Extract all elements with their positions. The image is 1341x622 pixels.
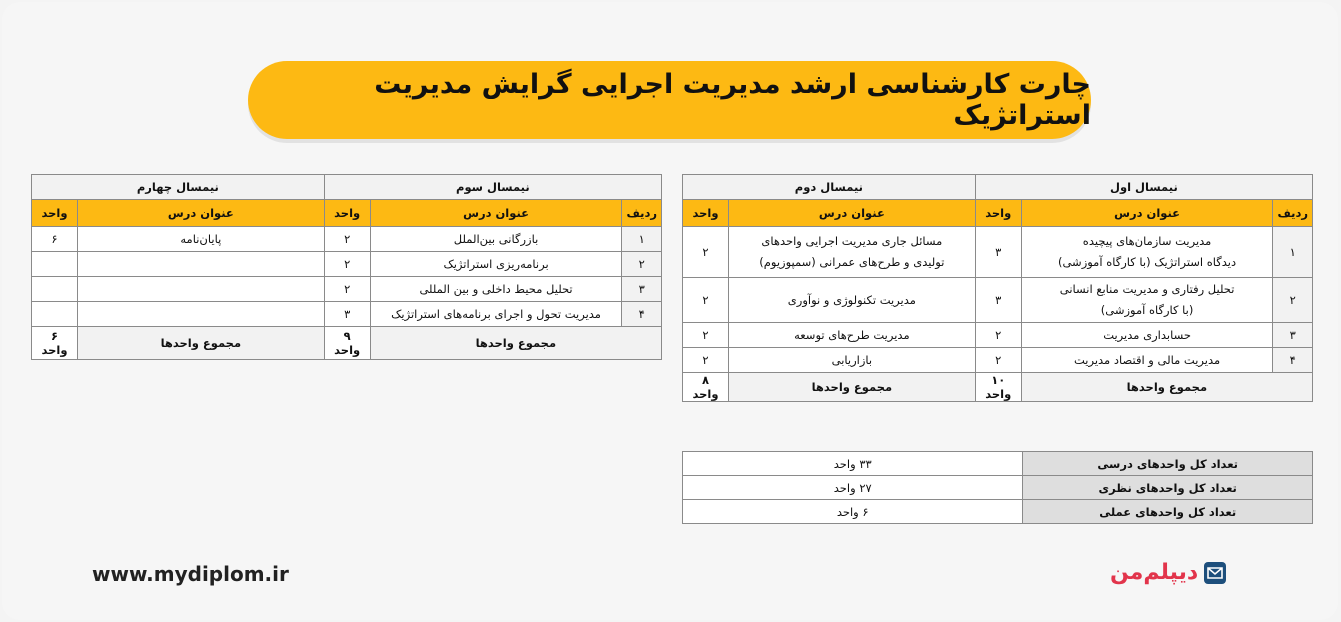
summary-value: ۳۳ واحد xyxy=(683,452,1023,476)
unit-cell: ۲ xyxy=(324,227,370,252)
total-value: ۸ واحد xyxy=(683,373,729,402)
course-line: مسائل جاری مدیریت اجرایی واحدهای xyxy=(761,234,943,248)
total-value: ۱۰ واحد xyxy=(975,373,1021,402)
row-index: ۴ xyxy=(622,302,662,327)
summary-row xyxy=(683,476,1313,500)
course-cell xyxy=(728,227,975,278)
row-index: ۳ xyxy=(1273,323,1313,348)
title-banner xyxy=(248,61,1091,139)
unit-cell: ۲ xyxy=(975,323,1021,348)
unit-cell: ۲ xyxy=(683,278,729,323)
summary-table xyxy=(682,451,1313,524)
unit-cell: ۲ xyxy=(975,348,1021,373)
row-index: ۱ xyxy=(1273,227,1313,278)
course-cell: مدیریت تحول و اجرای برنامه‌های استراتژیک xyxy=(370,302,622,327)
row-index: ۱ xyxy=(622,227,662,252)
total-label: مجموع واحدها xyxy=(728,373,975,402)
row-index: ۲ xyxy=(622,252,662,277)
semester-4-name: نیمسال چهارم xyxy=(32,175,325,200)
course-cell: حسابداری مدیریت xyxy=(1021,323,1273,348)
course-cell: بازاریابی xyxy=(728,348,975,373)
table-row xyxy=(683,323,1313,348)
total-value: ۹ واحد xyxy=(324,327,370,360)
summary-row xyxy=(683,500,1313,524)
table-row xyxy=(683,278,1313,323)
page-title: چارت کارشناسی ارشد مدیریت اجرایی گرایش مدیریت استراتژیک xyxy=(374,69,1091,131)
header-course: عنوان درس xyxy=(1021,200,1273,227)
course-cell xyxy=(77,302,324,327)
course-line: تولیدی و طرح‌های عمرانی (سمپوزیوم) xyxy=(759,255,945,269)
summary-value: ۲۷ واحد xyxy=(683,476,1023,500)
semesters-3-4-table xyxy=(31,174,662,360)
course-cell: مدیریت مالی و اقتصاد مدیریت xyxy=(1021,348,1273,373)
total-label: مجموع واحدها xyxy=(370,327,661,360)
course-cell: تحلیل محیط داخلی و بین المللی xyxy=(370,277,622,302)
site-url[interactable]: www.mydiplom.ir xyxy=(92,562,289,586)
course-line: مدیریت سازمان‌های پیچیده xyxy=(1082,234,1212,248)
table-row xyxy=(32,302,662,327)
summary-row xyxy=(683,452,1313,476)
course-cell xyxy=(77,252,324,277)
semester-3-name: نیمسال سوم xyxy=(324,175,661,200)
header-row: ردیف xyxy=(622,200,662,227)
unit-cell: ۶ xyxy=(32,227,78,252)
table-row xyxy=(32,227,662,252)
semester-2-name: نیمسال دوم xyxy=(683,175,976,200)
unit-cell xyxy=(32,252,78,277)
header-row: ردیف xyxy=(1273,200,1313,227)
course-line: تحلیل رفتاری و مدیریت منابع انسانی xyxy=(1059,282,1235,296)
course-line: (با کارگاه آموزشی) xyxy=(1100,303,1194,317)
header-unit: واحد xyxy=(32,200,78,227)
row-index: ۳ xyxy=(622,277,662,302)
course-cell xyxy=(77,277,324,302)
unit-cell: ۲ xyxy=(683,348,729,373)
unit-cell xyxy=(32,277,78,302)
unit-cell: ۳ xyxy=(975,278,1021,323)
total-row xyxy=(683,373,1313,402)
unit-cell: ۲ xyxy=(683,227,729,278)
table-row xyxy=(32,252,662,277)
course-cell xyxy=(1021,227,1273,278)
row-index: ۴ xyxy=(1273,348,1313,373)
header-unit: واحد xyxy=(324,200,370,227)
course-cell: مدیریت تکنولوژی و نوآوری xyxy=(728,278,975,323)
unit-cell xyxy=(32,302,78,327)
unit-cell: ۳ xyxy=(324,302,370,327)
total-label: مجموع واحدها xyxy=(1021,373,1312,402)
table-row xyxy=(683,227,1313,278)
table-row xyxy=(683,348,1313,373)
total-value: ۶ واحد xyxy=(32,327,78,360)
header-course: عنوان درس xyxy=(370,200,622,227)
header-unit: واحد xyxy=(683,200,729,227)
header-course: عنوان درس xyxy=(728,200,975,227)
semester-1-name: نیمسال اول xyxy=(975,175,1312,200)
unit-cell: ۲ xyxy=(324,277,370,302)
unit-cell: ۲ xyxy=(683,323,729,348)
course-cell: برنامه‌ریزی استراتژیک xyxy=(370,252,622,277)
course-line: دیدگاه استراتژیک (با کارگاه آموزشی) xyxy=(1057,255,1237,269)
brand-logo[interactable] xyxy=(1110,560,1226,585)
course-cell: مدیریت طرح‌های توسعه xyxy=(728,323,975,348)
summary-label: تعداد کل واحدهای عملی xyxy=(1023,500,1313,524)
course-cell: پایان‌نامه xyxy=(77,227,324,252)
total-label: مجموع واحدها xyxy=(77,327,324,360)
row-index: ۲ xyxy=(1273,278,1313,323)
semesters-1-2-table xyxy=(682,174,1313,402)
summary-label: تعداد کل واحدهای درسی xyxy=(1023,452,1313,476)
header-course: عنوان درس xyxy=(77,200,324,227)
summary-value: ۶ واحد xyxy=(683,500,1023,524)
header-unit: واحد xyxy=(975,200,1021,227)
unit-cell: ۳ xyxy=(975,227,1021,278)
total-row xyxy=(32,327,662,360)
table-row xyxy=(32,277,662,302)
summary-label: تعداد کل واحدهای نظری xyxy=(1023,476,1313,500)
brand-name: دیپلم‌من xyxy=(1110,560,1199,585)
course-cell: بازرگانی بین‌الملل xyxy=(370,227,622,252)
unit-cell: ۲ xyxy=(324,252,370,277)
envelope-icon xyxy=(1204,562,1226,584)
course-cell xyxy=(1021,278,1273,323)
